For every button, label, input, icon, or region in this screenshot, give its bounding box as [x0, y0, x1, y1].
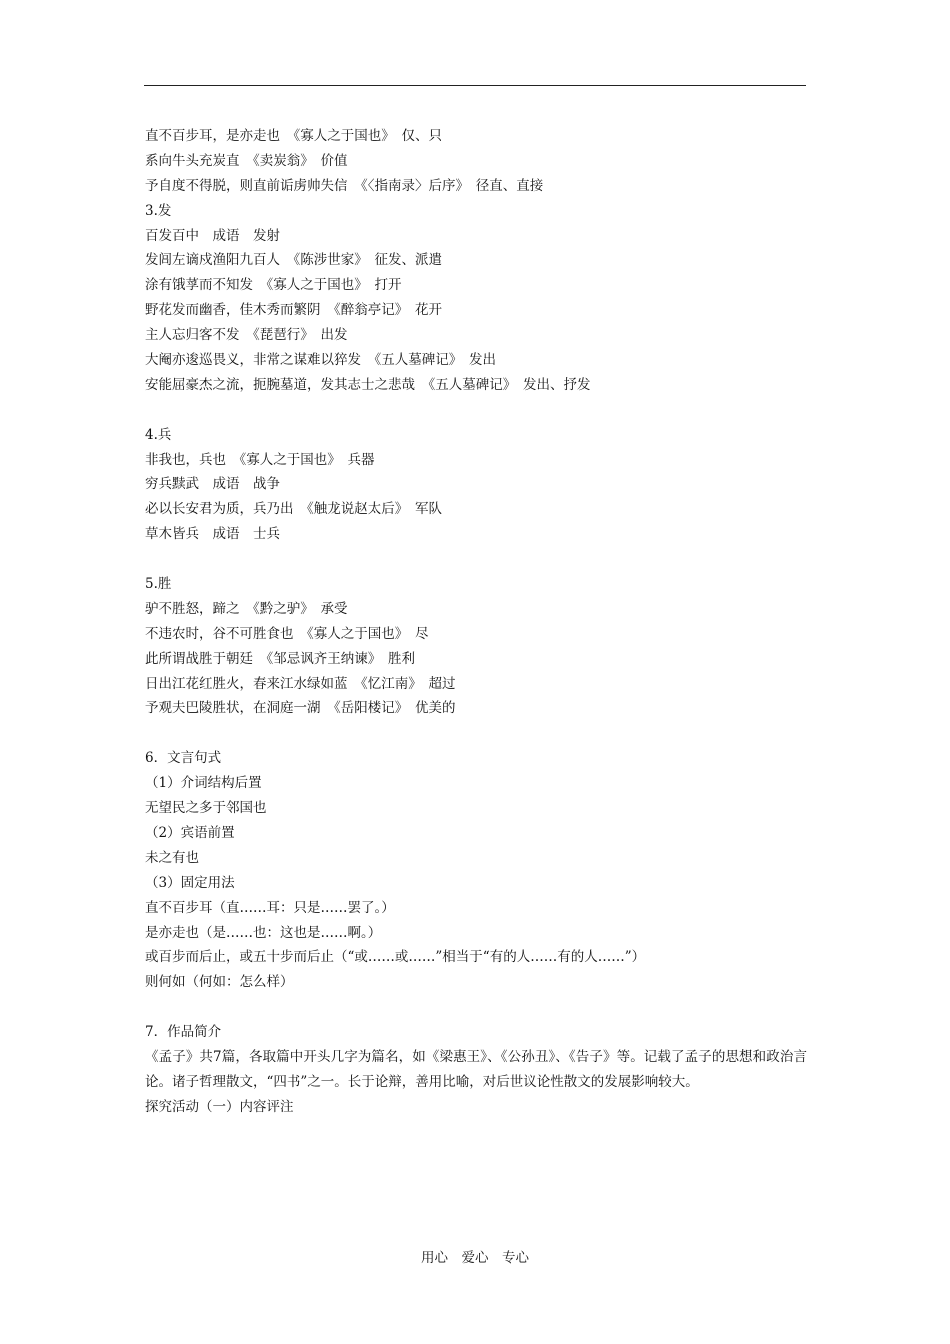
text-line: 野花发而幽香，佳木秀而繁阴 《醉翁亭记》 花开 [145, 302, 442, 319]
header-rule [144, 85, 806, 86]
text-line: 予自度不得脱，则直前诟虏帅失信 《〈指南录〉后序》 径直、直接 [145, 177, 544, 194]
blank-line [145, 721, 810, 746]
blank-line [145, 547, 810, 572]
page-footer: 用心 爱心 专心 [421, 1250, 529, 1266]
intro-paragraph: 《孟子》共7篇，各取篇中开头几字为篇名，如《梁惠王》、《公孙丑》、《告子》等。记载了孟子的思想和政治言论。诸子哲理散文，“四书”之一。长于论辩，善用比喻，对后世议论性散文的发展影响较大。 [145, 1048, 807, 1090]
text-line: 6．文言句式 [145, 750, 222, 767]
text-line: 直不百步耳，是亦走也 《寡人之于国也》 仅、只 [145, 128, 442, 144]
text-line: （2）宾语前置 [145, 824, 235, 841]
text-line: 安能屈豪杰之流，扼腕墓道，发其志士之悲哉 《五人墓碑记》 发出、抒发 [145, 376, 591, 393]
blank-line [145, 398, 810, 423]
document-body [145, 124, 810, 1120]
text-line: 发闾左谪戍渔阳九百人 《陈涉世家》 征发、派遣 [145, 252, 442, 269]
text-line: 未之有也 [145, 849, 199, 866]
blank-line [145, 995, 810, 1020]
text-line: 3.发 [145, 202, 172, 219]
text-line: 系向牛头充炭直 《卖炭翁》 价值 [145, 152, 348, 169]
text-line: 必以长安君为质，兵乃出 《触龙说赵太后》 军队 [145, 501, 442, 518]
text-line: 7．作品简介 [145, 1024, 222, 1041]
text-line: 不违农时，谷不可胜食也 《寡人之于国也》 尽 [145, 625, 429, 642]
text-line: 4.兵 [145, 426, 172, 443]
text-line: 是亦走也（是……也：这也是……啊。） [145, 924, 382, 941]
text-line: 则何如（何如：怎么样） [145, 974, 294, 991]
text-line: 予观夫巴陵胜状，在洞庭一湖 《岳阳楼记》 优美的 [145, 700, 456, 717]
text-line: 无望民之多于邻国也 [145, 800, 267, 817]
text-line: 百发百中 成语 发射 [145, 227, 280, 244]
text-line: 主人忘归客不发 《琵琶行》 出发 [145, 327, 348, 344]
text-line: 直不百步耳（直……耳：只是……罢了。） [145, 899, 395, 916]
text-lines [145, 124, 810, 1045]
text-line: 或百步而后止，或五十步而后止（“或……或……”相当于“有的人……有的人……”） [145, 949, 646, 966]
text-line: 日出江花红胜火，春来江水绿如蓝 《忆江南》 超过 [145, 675, 456, 692]
text-line: 大阉亦逡巡畏义，非常之谋难以猝发 《五人墓碑记》 发出 [145, 352, 496, 369]
text-line: 此所谓战胜于朝廷 《邹忌讽齐王纳谏》 胜利 [145, 650, 415, 667]
text-line: 穷兵黩武 成语 战争 [145, 476, 280, 493]
text-line: （1）介词结构后置 [145, 775, 262, 792]
text-line: 驴不胜怒，蹄之 《黔之驴》 承受 [145, 600, 348, 617]
text-line: 草木皆兵 成语 士兵 [145, 526, 280, 543]
text-line: （3）固定用法 [145, 874, 235, 891]
last-line: 探究活动（一）内容评注 [145, 1098, 294, 1115]
text-line: 涂有饿莩而不知发 《寡人之于国也》 打开 [145, 277, 402, 294]
text-line: 5.胜 [145, 576, 172, 593]
text-line: 非我也，兵也 《寡人之于国也》 兵器 [145, 451, 375, 468]
